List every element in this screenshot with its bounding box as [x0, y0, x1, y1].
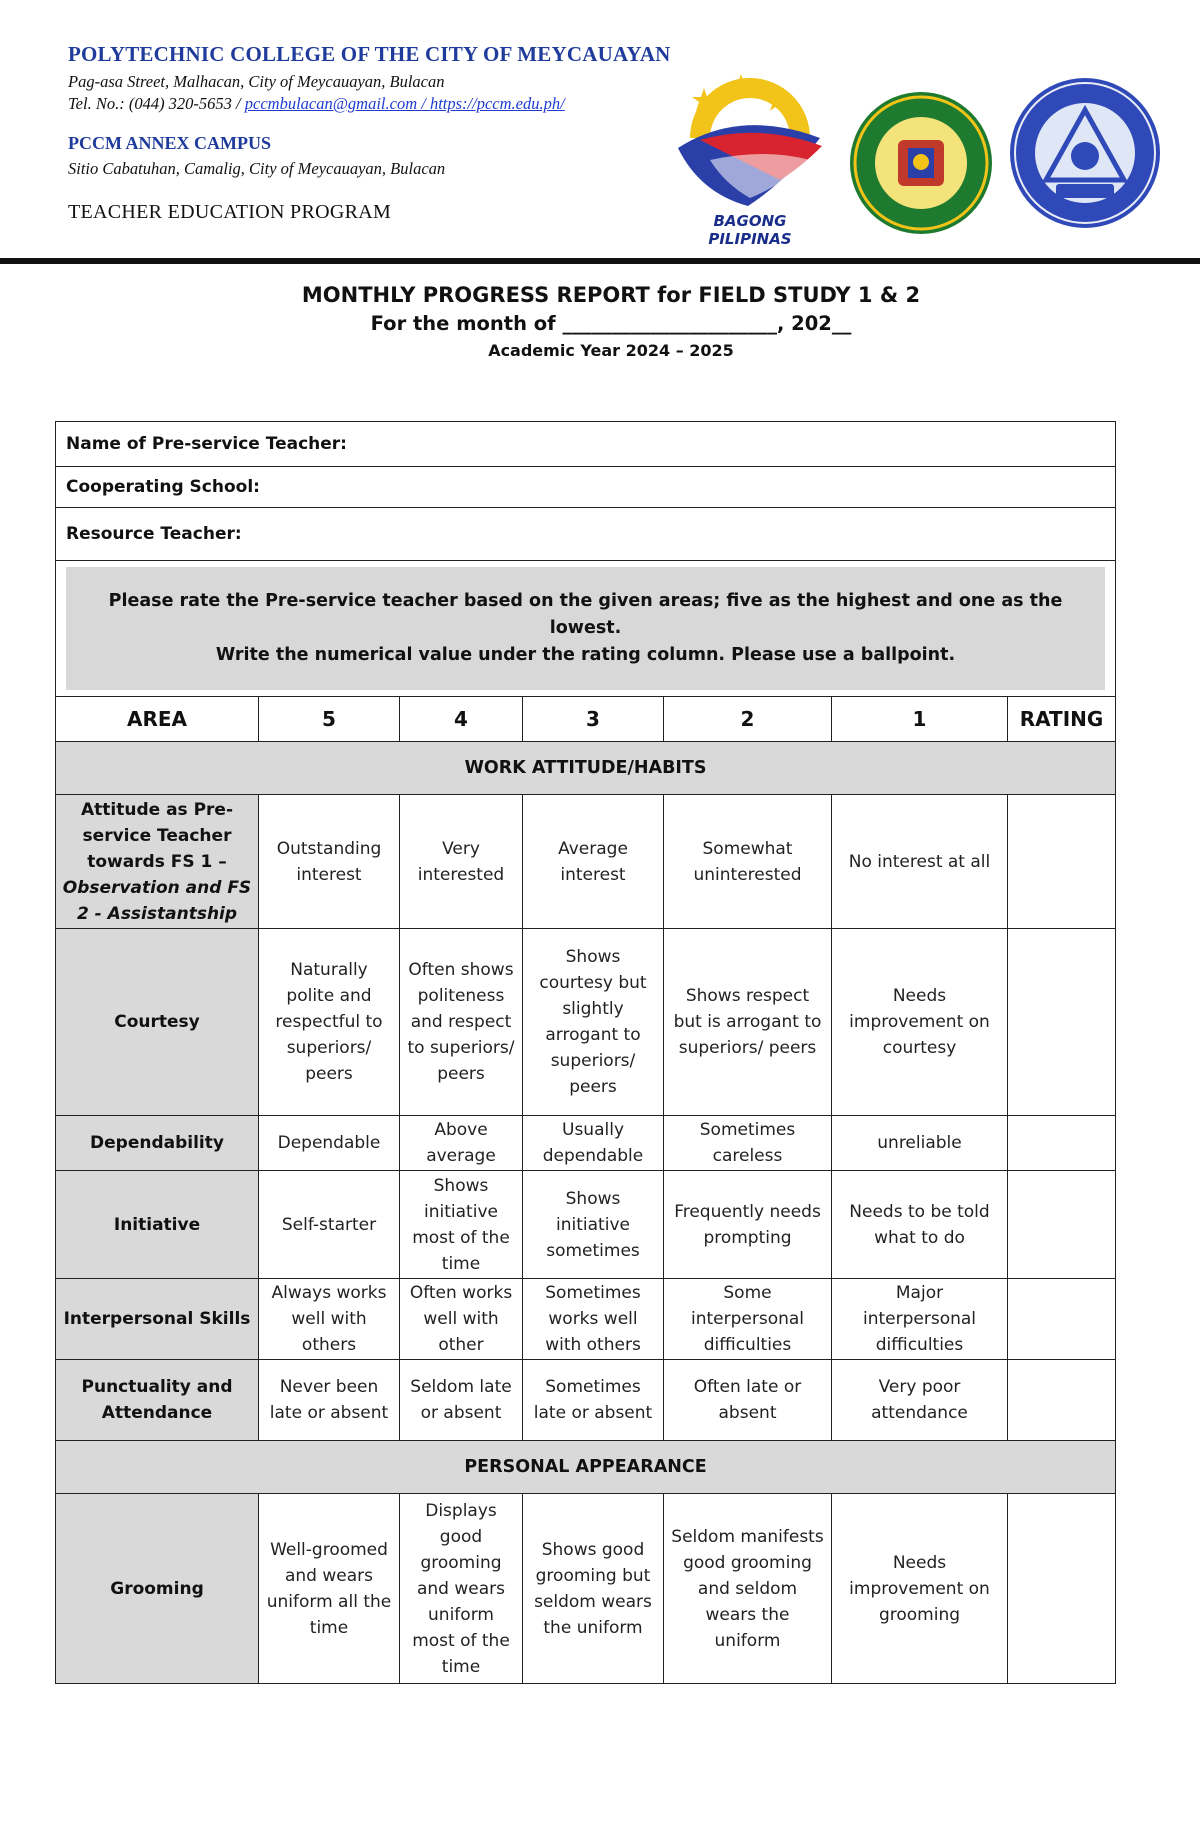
criteria-area [56, 1116, 259, 1171]
rating-input-cell[interactable] [1008, 1279, 1116, 1360]
progress-report-table [55, 421, 1116, 1684]
criteria-descriptor-1: Needs improvement on grooming [832, 1494, 1008, 1684]
criteria-descriptor-1: No interest at all [832, 795, 1008, 929]
academic-year: Academic Year 2024 – 2025 [488, 341, 734, 360]
rating-input-cell[interactable] [1008, 929, 1116, 1116]
criteria-descriptor-3: Sometimes works well with others [523, 1279, 664, 1360]
column-header-rating: RATING [1008, 697, 1116, 742]
header-divider [0, 258, 1200, 264]
criteria-area-text: Courtesy [114, 1012, 200, 1032]
criteria-area [56, 929, 259, 1116]
criteria-descriptor-5: Always works well with others [259, 1279, 400, 1360]
tel-number: Tel. No.: (044) 320-5653 / [68, 94, 245, 113]
criteria-row [56, 1494, 1116, 1684]
instructions-row [56, 561, 1116, 697]
program-name: TEACHER EDUCATION PROGRAM [68, 201, 392, 223]
criteria-area-text: Attitude as Pre-service Teacher towards FS 1 – [80, 799, 234, 872]
criteria-descriptor-4: Very interested [400, 795, 523, 929]
criteria-area [56, 1494, 259, 1684]
criteria-row [56, 1279, 1116, 1360]
criteria-descriptor-3: Sometimes late or absent [523, 1360, 664, 1441]
criteria-row [56, 929, 1116, 1116]
criteria-descriptor-1: Major interpersonal difficulties [832, 1279, 1008, 1360]
college-contact [68, 94, 671, 114]
criteria-descriptor-5: Self-starter [259, 1171, 400, 1279]
section-header-row [56, 1441, 1116, 1494]
pccm-seal-logo [1008, 76, 1162, 230]
criteria-descriptor-3: Shows good grooming but seldom wears the uniform [523, 1494, 664, 1684]
criteria-descriptor-4: Often shows politeness and respect to superiors/ peers [400, 929, 523, 1116]
criteria-descriptor-4: Shows initiative most of the time [400, 1171, 523, 1279]
field-row-resource-teacher [56, 508, 1116, 561]
column-header-5: 5 [259, 697, 400, 742]
college-name: POLYTECHNIC COLLEGE OF THE CITY OF MEYCAUAYAN [68, 42, 671, 66]
column-header-2: 2 [664, 697, 832, 742]
criteria-descriptor-3: Average interest [523, 795, 664, 929]
bagong-pilipinas-text: BAGONG PILIPINAS [708, 212, 792, 248]
criteria-descriptor-5: Naturally polite and respectful to superiors/ peers [259, 929, 400, 1116]
criteria-area-text: Interpersonal Skills [63, 1309, 251, 1329]
report-month-line: For the month of ______________________, 202__ [370, 312, 852, 335]
criteria-descriptor-1: unreliable [832, 1116, 1008, 1171]
instructions-line-1: Please rate the Pre-service teacher based on the given areas; five as the highest and one as the lowest. [108, 591, 1063, 638]
field-row-teacher-name [56, 422, 1116, 467]
criteria-descriptor-2: Sometimes careless [664, 1116, 832, 1171]
criteria-area [56, 1171, 259, 1279]
annex-campus-address: Sitio Cabatuhan, Camalig, City of Meycauayan, Bulacan [68, 159, 446, 178]
field-row-cooperating-school [56, 467, 1116, 508]
rating-input-cell[interactable] [1008, 1171, 1116, 1279]
criteria-descriptor-1: Needs to be told what to do [832, 1171, 1008, 1279]
criteria-descriptor-1: Needs improvement on courtesy [832, 929, 1008, 1116]
email-website-link[interactable]: pccmbulacan@gmail.com / https://pccm.edu.ph/ [244, 94, 565, 113]
criteria-descriptor-1: Very poor attendance [832, 1360, 1008, 1441]
criteria-descriptor-4: Displays good grooming and wears uniform most of the time [400, 1494, 523, 1684]
criteria-row [56, 795, 1116, 929]
criteria-descriptor-4: Often works well with other [400, 1279, 523, 1360]
criteria-area-text: Grooming [110, 1578, 204, 1599]
teacher-name-field[interactable]: Name of Pre-service Teacher: [56, 422, 1116, 467]
criteria-descriptor-5: Dependable [259, 1116, 400, 1171]
criteria-row [56, 1171, 1116, 1279]
criteria-area-text: Observation and FS 2 - Assistantship [62, 877, 252, 924]
criteria-descriptor-5: Well-groomed and wears uniform all the time [259, 1494, 400, 1684]
criteria-descriptor-4: Above average [400, 1116, 523, 1171]
criteria-descriptor-2: Shows respect but is arrogant to superiors/ peers [664, 929, 832, 1116]
criteria-descriptor-3: Shows courtesy but slightly arrogant to superiors/ peers [523, 929, 664, 1116]
criteria-descriptor-2: Often late or absent [664, 1360, 832, 1441]
resource-teacher-field[interactable]: Resource Teacher: [56, 508, 1116, 561]
criteria-area [56, 1279, 259, 1360]
criteria-descriptor-3: Shows initiative sometimes [523, 1171, 664, 1279]
column-header-area: AREA [56, 697, 259, 742]
instructions-line-2: Write the numerical value under the rating column. Please use a ballpoint. [215, 645, 956, 665]
criteria-row [56, 1116, 1116, 1171]
criteria-area-text: Initiative [113, 1214, 201, 1235]
rating-input-cell[interactable] [1008, 795, 1116, 929]
city-seal-logo [848, 90, 994, 236]
instructions-box [66, 567, 1105, 690]
report-title: MONTHLY PROGRESS REPORT for FIELD STUDY 1 & 2 [301, 283, 921, 307]
criteria-descriptor-4: Seldom late or absent [400, 1360, 523, 1441]
criteria-area [56, 795, 259, 929]
report-titles [0, 283, 1200, 360]
criteria-area-text: Dependability [90, 1133, 224, 1153]
rating-input-cell[interactable] [1008, 1360, 1116, 1441]
instructions-cell [56, 561, 1116, 697]
criteria-descriptor-2: Seldom manifests good grooming and seldom wears the uniform [664, 1494, 832, 1684]
column-header-1: 1 [832, 697, 1008, 742]
rating-input-cell[interactable] [1008, 1494, 1116, 1684]
column-header-3: 3 [523, 697, 664, 742]
letterhead-text [68, 42, 671, 224]
criteria-descriptor-3: Usually dependable [523, 1116, 664, 1171]
column-header-row [56, 697, 1116, 742]
cooperating-school-field[interactable]: Cooperating School: [56, 467, 1116, 508]
criteria-descriptor-2: Frequently needs prompting [664, 1171, 832, 1279]
column-header-4: 4 [400, 697, 523, 742]
criteria-row [56, 1360, 1116, 1441]
section-header-row [56, 742, 1116, 795]
college-address: Pag-asa Street, Malhacan, City of Meycauayan, Bulacan [68, 72, 445, 91]
criteria-area-text: Punctuality and Attendance [81, 1377, 233, 1423]
criteria-descriptor-5: Never been late or absent [259, 1360, 400, 1441]
section-title: PERSONAL APPEARANCE [56, 1441, 1116, 1494]
letterhead [0, 0, 1200, 270]
criteria-descriptor-5: Outstanding interest [259, 795, 400, 929]
section-title: WORK ATTITUDE/HABITS [56, 742, 1116, 795]
annex-campus-name: PCCM ANNEX CAMPUS [68, 133, 271, 153]
rating-input-cell[interactable] [1008, 1116, 1116, 1171]
criteria-descriptor-2: Somewhat uninterested [664, 795, 832, 929]
criteria-descriptor-2: Some interpersonal difficulties [664, 1279, 832, 1360]
criteria-area [56, 1360, 259, 1441]
bagong-pilipinas-logo [670, 68, 830, 248]
